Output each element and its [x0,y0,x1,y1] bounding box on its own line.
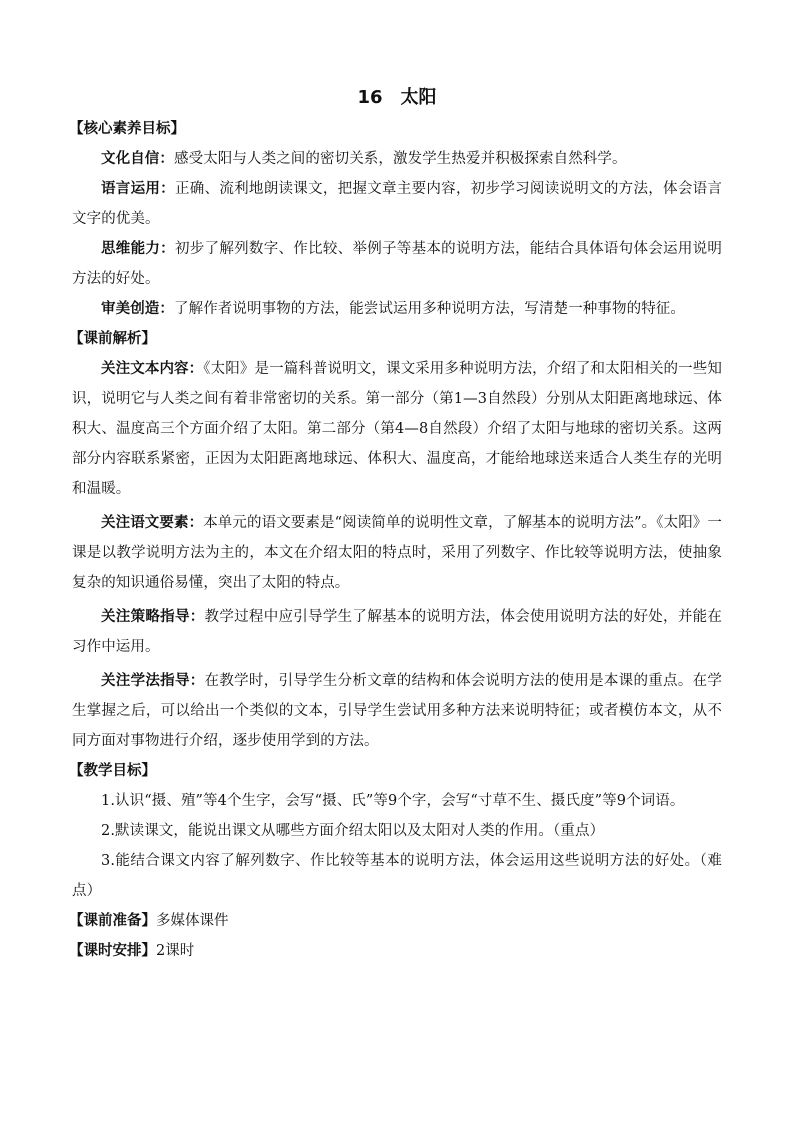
analysis-item-content [72,354,722,504]
schedule-text: 2课时 [156,943,195,959]
core-item-lead: 文化自信： [101,151,174,167]
analysis-item-strategy [72,602,722,662]
lesson-title: 太阳 [400,87,437,108]
schedule-heading: 【课时安排】 [69,943,156,959]
prep-line [69,906,722,936]
prep-text: 多媒体课件 [156,913,229,929]
page-title [72,84,722,112]
pre-class-analysis-heading: 【课前解析】 [69,331,156,347]
core-item-text: 了解作者说明事物的方法，能尝试运用多种说明方法，写清楚一种事物的特征。 [174,301,685,317]
core-item-culture [72,144,722,174]
teaching-goals-heading: 【教学目标】 [69,763,156,779]
goal-item: 2.默读课文，能说出课文从哪些方面介绍太阳以及太阳对人类的作用。（重点） [101,823,605,839]
core-item-text: 初步了解列数字、作比较、举例子等基本的说明方法，能结合具体语句体会运用说明方法的好处。 [72,241,722,287]
analysis-item-elements [72,508,722,598]
core-item-lead: 思维能力： [101,241,175,257]
core-item-text: 感受太阳与人类之间的密切关系，激发学生热爱并积极探索自然科学。 [174,151,627,167]
goal-item: 1.认识“摄、殖”等4个生字，会写“摄、氏”等9个字，会写“寸草不生、摄氏度”等9个词语。 [101,793,685,809]
core-item-thinking [72,234,722,294]
core-item-lead: 审美创造： [101,301,174,317]
analysis-item-text: 本单元的语文要素是“阅读简单的说明性文章，了解基本的说明方法”。《太阳》一课是以教学说明方法为主的，本文在介绍太阳的特点时，采用了列数字、作比较等说明方法，使抽象复杂的知识通俗易懂，突出了太阳的特点。 [72,515,722,591]
schedule-line [69,936,722,966]
goal-item: 3.能结合课文内容了解列数字、作比较等基本的说明方法，体会运用这些说明方法的好处。（难点） [72,853,722,899]
analysis-item-text: 教学过程中应引导学生了解基本的说明方法，体会使用说明方法的好处，并能在习作中运用。 [72,609,722,655]
prep-heading: 【课前准备】 [69,913,156,929]
analysis-item-text: 《太阳》是一篇科普说明文，课文采用多种说明方法，介绍了和太阳相关的一些知识，说明它与人类之间有着非常密切的关系。第一部分（第1—3自然段）分别从太阳距离地球远、体积大、温度高三个方面介绍了太阳。第二部分（第4—8自然段）介绍了太阳与地球的密切关系。这两部分内容联系紧密，正因为太阳距离地球远、体积大、温度高，才能给地球送来适合人类生存的光明和温暖。 [72,361,722,497]
analysis-item-lead: 关注学法指导： [101,673,205,689]
core-item-text: 正确、流利地朗读课文，把握文章主要内容，初步学习阅读说明文的方法，体会语言文字的优美。 [72,181,722,227]
analysis-item-text: 在教学时，引导学生分析文章的结构和体会说明方法的使用是本课的重点。在学生掌握之后，可以给出一个类似的文本，引导学生尝试用多种方法来说明特征；或者模仿本文，从不同方面对事物进行介绍，逐步使用学到的方法。 [72,673,722,749]
core-literacy-heading: 【核心素养目标】 [69,121,185,137]
lesson-number: 16 [357,87,383,108]
lesson-plan-page [69,84,722,966]
analysis-item-method [72,666,722,756]
core-item-lead: 语言运用： [101,181,175,197]
core-item-language [72,174,722,234]
core-item-aesthetic [72,294,722,324]
analysis-item-lead: 关注语文要素： [101,515,204,531]
analysis-item-lead: 关注策略指导： [101,609,205,625]
analysis-item-lead: 关注文本内容： [101,361,204,377]
